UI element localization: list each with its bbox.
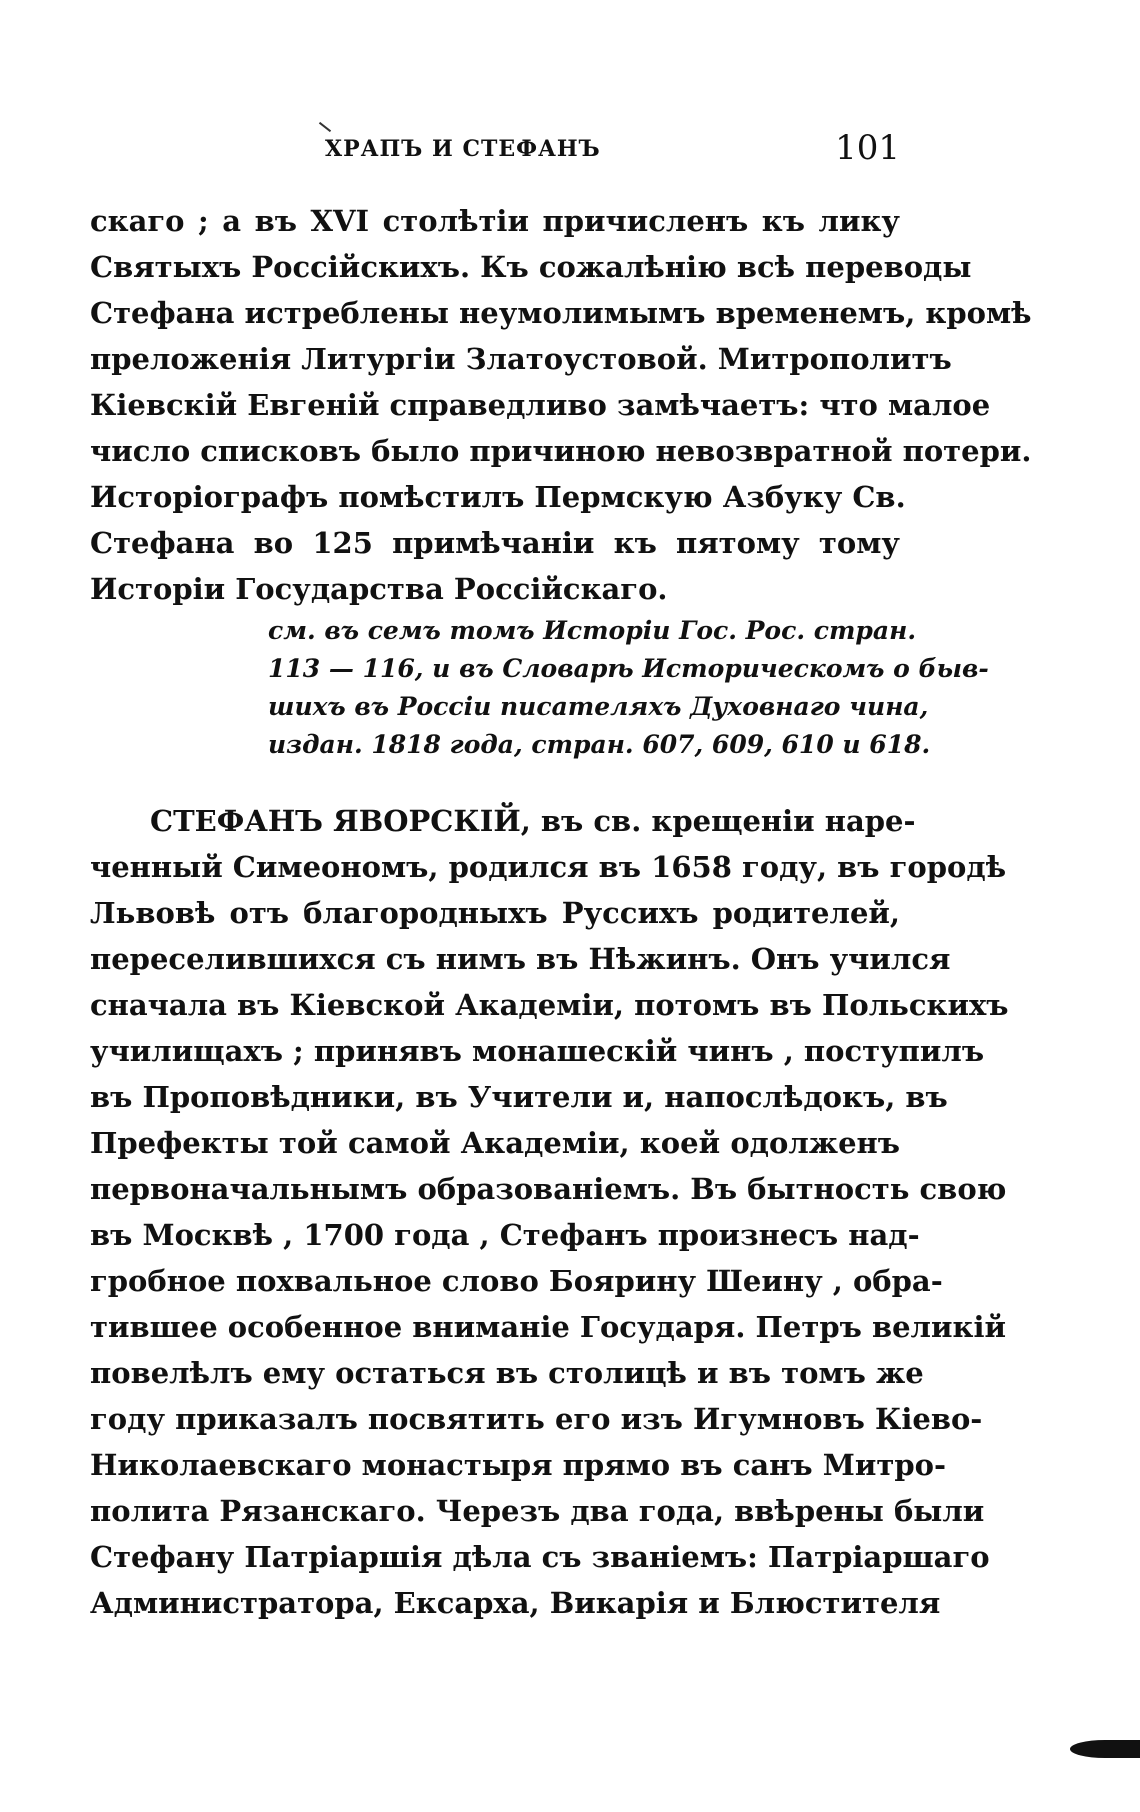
page-header [90,128,900,178]
text-line: повелѣлъ ему остаться въ столицѣ и въ томъ же [90,1356,924,1390]
footnote [90,612,989,764]
footnote-line: 113 — 116, и въ Словарѣ Историческомъ о быв- [268,654,989,683]
text-line: ченный Симеономъ, родился въ 1658 году, въ городѣ [90,850,1007,884]
text-line: число списковъ было причиною невозвратной потери. [90,434,1032,468]
section-gap [90,764,900,798]
footnote-line: шихъ въ Россіи писателяхъ Духовнаго чина, [268,692,929,721]
article-stefan-yavorsky [90,798,1009,1626]
text-line: въ Москвѣ , 1700 года , Стефанъ произнесъ над- [90,1218,920,1252]
page-edge-smudge [1070,1740,1140,1758]
text-line: тившее особенное вниманіе Государя. Петръ великій [90,1310,1006,1344]
running-title: ХРАПЪ И СТЕФАНЪ [325,136,601,162]
text-line: сначала въ Кіевской Академіи, потомъ въ Польскихъ [90,988,1009,1022]
text-line: Стефана во 125 примѣчаніи къ пятому тому [90,526,900,560]
text-line: первоначальнымъ образованіемъ. Въ бытность свою [90,1172,1007,1206]
text-line: скаго ; а въ XVI столѣтіи причисленъ къ лику [90,204,900,238]
text-line: Святыхъ Россійскихъ. Къ сожалѣнію всѣ переводы [90,250,972,284]
body-paragraph [90,198,1032,612]
text-line: преложенія Литургіи Златоустовой. Митрополитъ [90,342,952,376]
text-line: Администратора, Ексарха, Викарія и Блюстителя [90,1586,941,1620]
text-line: Кіевскій Евгеній справедливо замѣчаетъ: что малое [90,388,991,422]
text-line: Стефану Патріаршія дѣла съ званіемъ: Патріаршаго [90,1540,990,1574]
text-line: переселившихся съ нимъ въ Нѣжинъ. Онъ учился [90,942,951,976]
text-line: Николаевскаго монастыря прямо въ санъ Митро- [90,1448,946,1482]
article-heading-line: СТЕФАНЪ ЯВОРСКІЙ, въ св. крещеніи наре- [150,804,916,838]
text-line: Львовѣ отъ благородныхъ Руссихъ родителей, [90,896,900,930]
footnote-line: издан. 1818 года, стран. 607, 609, 610 и 618. [268,730,931,759]
page-text [90,198,1032,1626]
text-line: году приказалъ посвятить его изъ Игумновъ Кіево- [90,1402,983,1436]
footnote-line: см. въ семъ томъ Исторіи Гос. Рос. стран. [268,616,917,645]
text-line: Стефана истреблены неумолимымъ временемъ, кромѣ [90,296,1032,330]
text-line: училищахъ ; принявъ монашескій чинъ , поступилъ [90,1034,985,1068]
text-line: гробное похвальное слово Боярину Шеину , обра- [90,1264,943,1298]
page-number: 101 [835,128,900,168]
text-line: Префекты той самой Академіи, коей одолженъ [90,1126,900,1160]
text-line: Исторіи Государства Россійскаго. [90,572,668,606]
text-line: Исторіографъ помѣстилъ Пермскую Азбуку Св. [90,480,906,514]
text-line: въ Проповѣдники, въ Учители и, напослѣдокъ, въ [90,1080,948,1114]
text-line: полита Рязанскаго. Черезъ два года, ввѣрены были [90,1494,985,1528]
